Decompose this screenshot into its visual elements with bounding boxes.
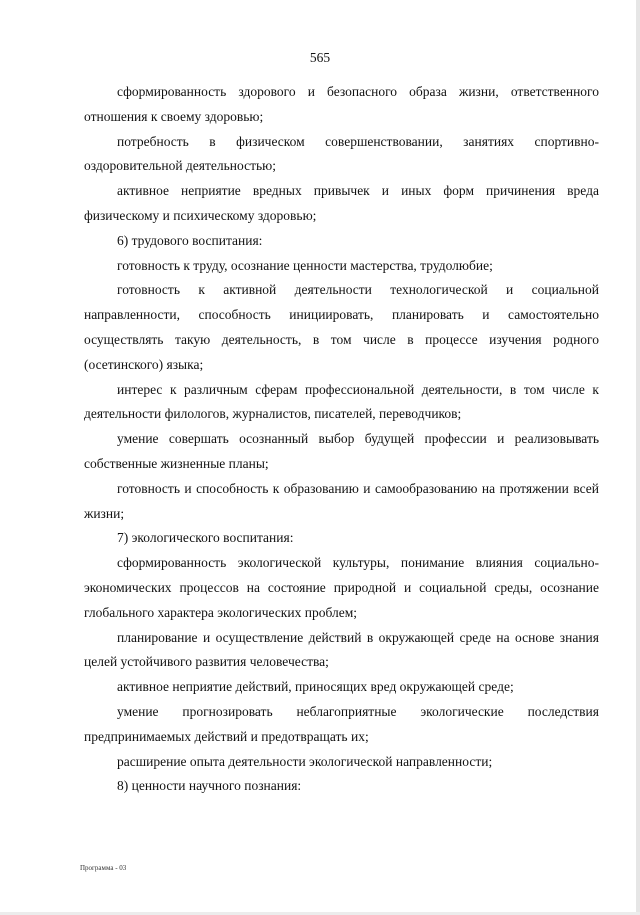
paragraph: сформированность экологической культуры, понимание влияния социально-экономических процессов на состояние природной и социальной среды, осознание глобального характера экологических проблем;	[84, 555, 599, 620]
paragraph: готовность и способность к образованию и самообразованию на протяжении всей жизни;	[84, 480, 599, 521]
section-heading: 7) экологического воспитания:	[117, 530, 294, 546]
section-heading: 6) трудового воспитания:	[117, 232, 263, 248]
body-text	[84, 80, 599, 799]
section-heading: 8) ценности научного познания:	[117, 778, 302, 794]
paragraph: активное неприятие действий, приносящих вред окружающей среде;	[117, 679, 514, 695]
paragraph: потребность в физическом совершенствовании, занятиях спортивно-оздоровительной деятельностью;	[84, 133, 599, 174]
paragraph: активное неприятие вредных привычек и иных форм причинения вреда физическому и психическому здоровью;	[84, 183, 599, 223]
paragraph: сформированность здорового и безопасного образа жизни, ответственного отношения к своему здоровью;	[84, 84, 599, 124]
page-number: 565	[309, 50, 331, 65]
footer-label: Программа - 03	[80, 864, 127, 872]
paragraph: готовность к активной деятельности технологической и социальной направленности, способность инициировать, планировать и самостоятельно осуществлять такую деятельность, в том числе в процессе изучения родного (осетинского) языка;	[84, 282, 599, 372]
paragraph: интерес к различным сферам профессиональной деятельности, в том числе к деятельности филологов, журналистов, писателей, переводчиков;	[84, 381, 599, 422]
paragraph: расширение опыта деятельности экологической направленности;	[117, 753, 493, 769]
paragraph: умение совершать осознанный выбор будущей профессии и реализовывать собственные жизненные планы;	[84, 431, 599, 471]
paragraph: умение прогнозировать неблагоприятные экологические последствия предпринимаемых действий и предотвращать их;	[84, 703, 599, 744]
scan-edge-right	[636, 0, 640, 915]
paragraph: готовность к труду, осознание ценности мастерства, трудолюбие;	[117, 257, 493, 273]
paragraph: планирование и осуществление действий в окружающей среде на основе знания целей устойчивого развития человечества;	[84, 629, 599, 670]
